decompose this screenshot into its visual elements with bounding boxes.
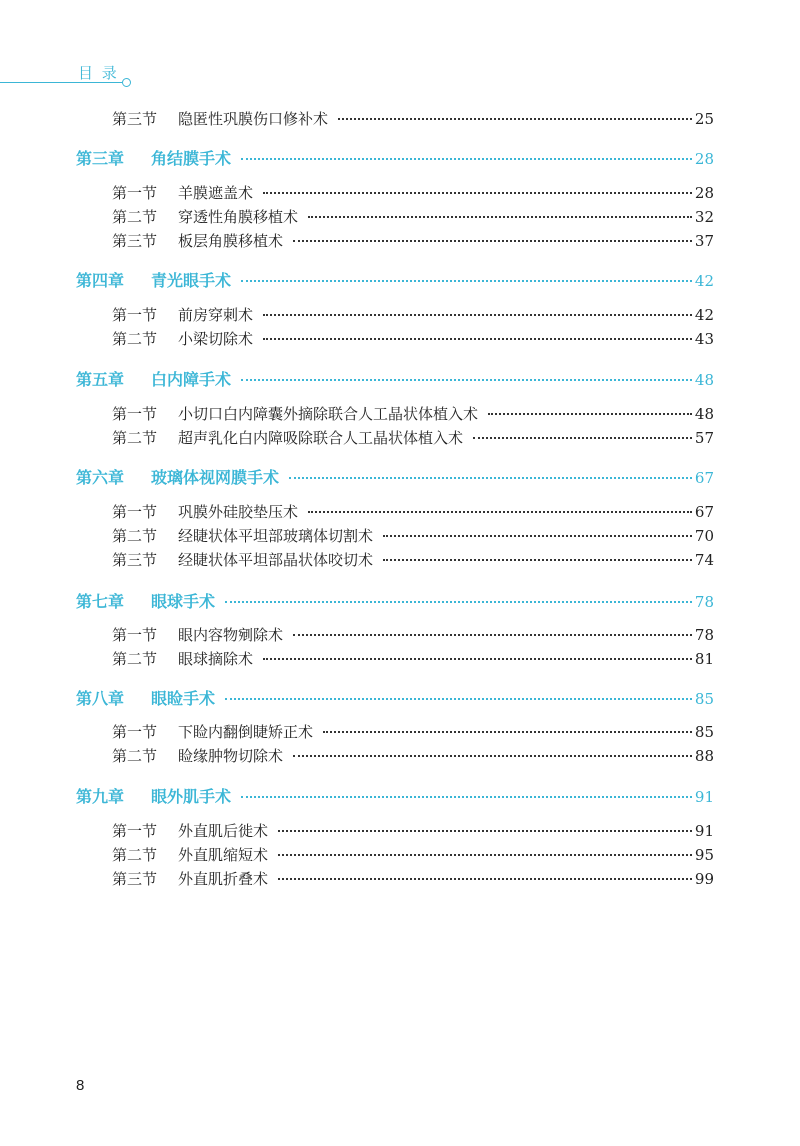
toc-section-entry[interactable]	[112, 868, 714, 889]
section-number: 第二节	[112, 208, 158, 226]
chapter-title: 眼球手术	[151, 592, 216, 611]
chapter-number: 第七章	[76, 592, 125, 611]
chapter-title: 角结膜手术	[151, 149, 232, 168]
toc-section-entry[interactable]	[112, 624, 714, 645]
chapter-title: 眼外肌手术	[151, 787, 232, 806]
section-title: 穿透性角膜移植术	[178, 208, 299, 226]
header-circle-ornament	[122, 78, 131, 87]
dot-leader	[293, 634, 692, 636]
section-title: 前房穿刺术	[178, 306, 254, 324]
toc-section-entry[interactable]	[112, 427, 714, 448]
toc-page-number: 70	[694, 527, 714, 545]
section-title: 外直肌折叠术	[178, 870, 269, 888]
dot-leader	[263, 338, 692, 340]
section-number: 第二节	[112, 846, 158, 864]
section-title: 经睫状体平坦部玻璃体切割术	[178, 527, 374, 545]
toc-page-number: 95	[694, 846, 714, 864]
toc-page-number: 99	[694, 870, 714, 888]
dot-leader	[225, 698, 692, 700]
section-number: 第二节	[112, 650, 158, 668]
section-title: 小切口白内障囊外摘除联合人工晶状体植入术	[178, 405, 479, 423]
section-title: 眼球摘除术	[178, 650, 254, 668]
chapter-title: 玻璃体视网膜手术	[151, 468, 280, 487]
dot-leader	[308, 511, 692, 513]
toc-page-number: 48	[694, 405, 714, 423]
dot-leader	[338, 118, 692, 120]
toc-page-number: 67	[694, 469, 714, 487]
dot-leader	[241, 796, 692, 798]
toc-page-number: 78	[694, 626, 714, 644]
toc-section-entry[interactable]	[112, 206, 714, 227]
chapter-number: 第八章	[76, 689, 125, 708]
toc-chapter-entry[interactable]	[76, 367, 714, 390]
section-number: 第二节	[112, 330, 158, 348]
section-number: 第一节	[112, 626, 158, 644]
chapter-number: 第九章	[76, 787, 125, 806]
toc-page-number: 42	[694, 306, 714, 324]
toc-section-entry[interactable]	[112, 525, 714, 546]
dot-leader	[488, 413, 692, 415]
section-title: 下睑内翻倒睫矫正术	[178, 723, 314, 741]
toc-section-entry[interactable]	[112, 304, 714, 325]
chapter-number: 第三章	[76, 149, 125, 168]
toc-page-number: 81	[694, 650, 714, 668]
toc-chapter-entry[interactable]	[76, 589, 714, 612]
dot-leader	[241, 158, 692, 160]
running-header-title: 目 录	[78, 64, 119, 82]
section-title: 小梁切除术	[178, 330, 254, 348]
toc-page-number: 78	[694, 593, 714, 611]
section-title: 隐匿性巩膜伤口修补术	[178, 110, 329, 128]
dot-leader	[241, 379, 692, 381]
chapter-title: 眼睑手术	[151, 689, 216, 708]
toc-page-number: 88	[694, 747, 714, 765]
toc-section-entry[interactable]	[112, 182, 714, 203]
section-title: 板层角膜移植术	[178, 232, 284, 250]
dot-leader	[383, 559, 692, 561]
section-number: 第一节	[112, 723, 158, 741]
toc-section-entry[interactable]	[112, 230, 714, 251]
dot-leader	[241, 280, 692, 282]
toc-page-number: 57	[694, 429, 714, 447]
chapter-title: 青光眼手术	[151, 271, 232, 290]
section-number: 第三节	[112, 551, 158, 569]
dot-leader	[293, 240, 692, 242]
toc-page-number: 74	[694, 551, 714, 569]
dot-leader	[263, 658, 692, 660]
section-number: 第二节	[112, 527, 158, 545]
toc-section-entry[interactable]	[112, 501, 714, 522]
dot-leader	[308, 216, 692, 218]
section-number: 第一节	[112, 306, 158, 324]
dot-leader	[263, 192, 692, 194]
section-number: 第一节	[112, 184, 158, 202]
toc-page-number: 43	[694, 330, 714, 348]
dot-leader	[473, 437, 692, 439]
toc-page-number: 67	[694, 503, 714, 521]
toc-section-entry[interactable]	[112, 549, 714, 570]
dot-leader	[263, 314, 692, 316]
section-number: 第三节	[112, 110, 158, 128]
chapter-number: 第四章	[76, 271, 125, 290]
toc-page-number: 48	[694, 371, 714, 389]
section-number: 第一节	[112, 822, 158, 840]
toc-section-entry[interactable]	[112, 844, 714, 865]
section-title: 超声乳化白内障吸除联合人工晶状体植入术	[178, 429, 464, 447]
toc-page-number: 85	[694, 723, 714, 741]
dot-leader	[225, 601, 692, 603]
dot-leader	[289, 477, 692, 479]
dot-leader	[278, 878, 692, 880]
dot-leader	[278, 830, 692, 832]
toc-chapter-entry[interactable]	[76, 146, 714, 169]
section-number: 第三节	[112, 870, 158, 888]
toc-chapter-entry[interactable]	[76, 686, 714, 709]
section-title: 眼内容物剜除术	[178, 626, 284, 644]
section-number: 第一节	[112, 503, 158, 521]
page-number: 8	[76, 1077, 85, 1094]
dot-leader	[323, 731, 692, 733]
dot-leader	[278, 854, 692, 856]
toc-section-entry[interactable]	[112, 403, 714, 424]
toc-chapter-entry[interactable]	[76, 784, 714, 807]
toc-page-number: 28	[694, 184, 714, 202]
chapter-title: 白内障手术	[151, 370, 232, 389]
toc-section-entry[interactable]	[112, 721, 714, 742]
section-number: 第二节	[112, 429, 158, 447]
toc-page-number: 25	[694, 110, 714, 128]
toc-page-number: 42	[694, 272, 714, 290]
section-title: 外直肌后徙术	[178, 822, 269, 840]
header-rule	[0, 82, 122, 83]
toc-page-number: 85	[694, 690, 714, 708]
section-number: 第一节	[112, 405, 158, 423]
toc-page-number: 28	[694, 150, 714, 168]
toc-page-number: 91	[694, 788, 714, 806]
toc-section-entry[interactable]	[112, 745, 714, 766]
toc-section-entry[interactable]	[112, 820, 714, 841]
toc-page-number: 91	[694, 822, 714, 840]
section-number: 第二节	[112, 747, 158, 765]
toc-page-number: 32	[694, 208, 714, 226]
toc-chapter-entry[interactable]	[76, 268, 714, 291]
toc-page-number: 37	[694, 232, 714, 250]
section-title: 经睫状体平坦部晶状体咬切术	[178, 551, 374, 569]
section-number: 第三节	[112, 232, 158, 250]
toc-chapter-entry[interactable]	[76, 465, 714, 488]
toc-section-entry[interactable]	[112, 328, 714, 349]
toc-section-entry[interactable]	[112, 648, 714, 669]
section-title: 外直肌缩短术	[178, 846, 269, 864]
dot-leader	[383, 535, 692, 537]
section-title: 巩膜外硅胶垫压术	[178, 503, 299, 521]
chapter-number: 第五章	[76, 370, 125, 389]
section-title: 睑缘肿物切除术	[178, 747, 284, 765]
chapter-number: 第六章	[76, 468, 125, 487]
dot-leader	[293, 755, 692, 757]
section-title: 羊膜遮盖术	[178, 184, 254, 202]
toc-section-entry[interactable]	[112, 108, 714, 129]
